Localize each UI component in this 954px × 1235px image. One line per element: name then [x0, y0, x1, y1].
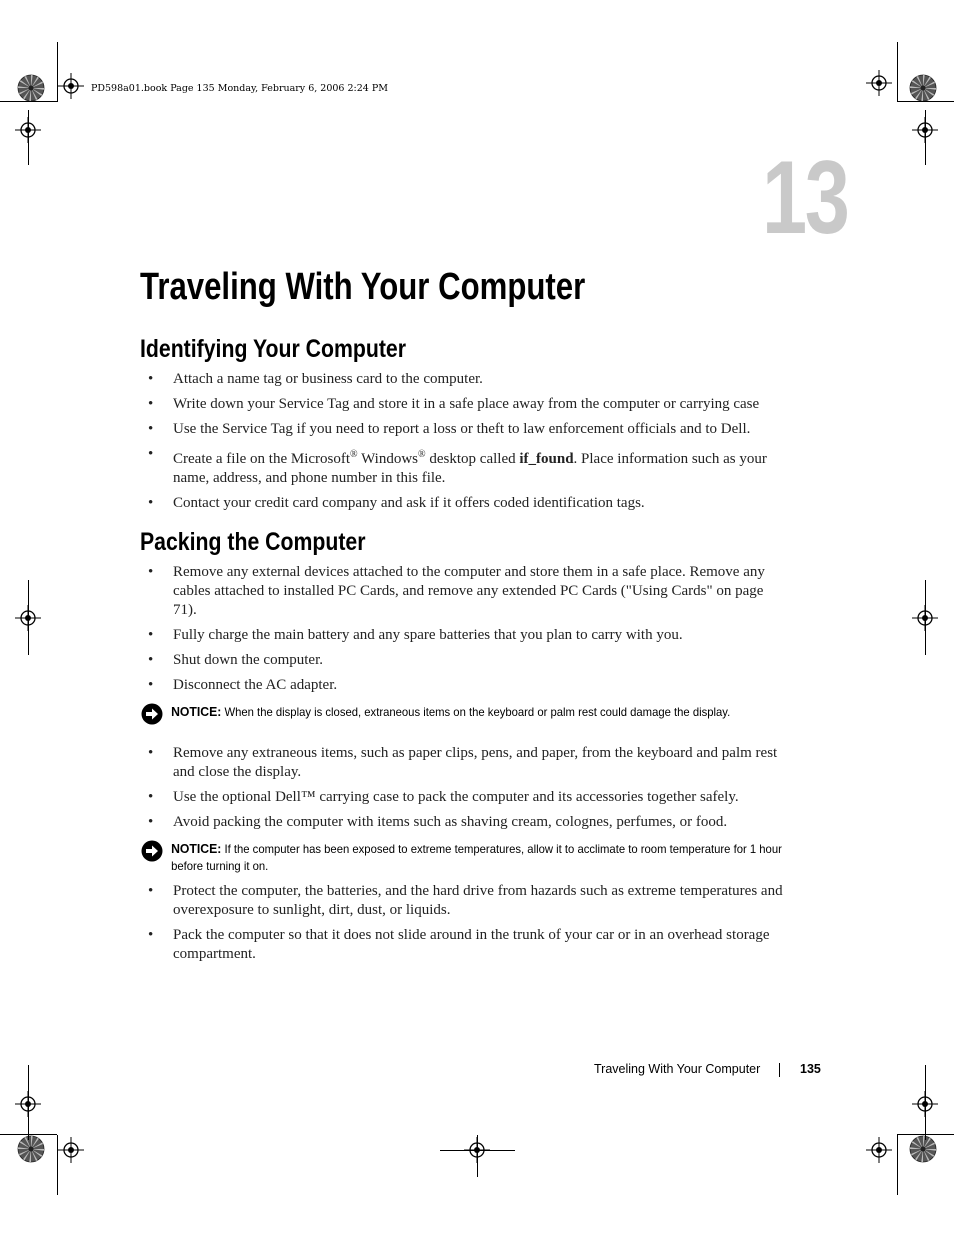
crop-line	[897, 42, 898, 102]
page-number: 135	[800, 1062, 821, 1076]
crop-line	[57, 1135, 58, 1195]
notice-display	[141, 703, 791, 721]
registration-mark-icon	[866, 1137, 892, 1163]
list-item: • Attach a name tag or business card to the computer.	[148, 370, 788, 389]
list-item: • Pack the computer so that it does not slide around in the trunk of your car or in an overhead storage compartment.	[148, 926, 788, 964]
list-item: • Fully charge the main battery and any spare batteries that you plan to carry with you.	[148, 626, 788, 645]
list-item	[148, 445, 788, 488]
color-target-icon	[17, 1135, 45, 1163]
footer-divider	[779, 1063, 780, 1077]
list-item: • Avoid packing the computer with items such as shaving cream, colognes, perfumes, or food.	[148, 813, 788, 832]
crop-line	[28, 110, 29, 165]
color-target-icon	[909, 1135, 937, 1163]
list-item: • Write down your Service Tag and store it in a safe place away from the computer or carrying case	[148, 395, 788, 414]
crop-line	[897, 101, 954, 102]
section-title-packing: Packing the Computer	[140, 528, 366, 556]
section-title-identifying: Identifying Your Computer	[140, 335, 407, 363]
list-item: • Use the optional Dell™ carrying case to pack the computer and its accessories together safely.	[148, 788, 788, 807]
chapter-number: 13	[762, 140, 848, 256]
list-item: • Protect the computer, the batteries, and the hard drive from hazards such as extreme temperatures and overexposure to sunlight, dirt, dust, or liquids.	[148, 882, 788, 920]
registration-mark-icon	[58, 73, 84, 99]
print-slug: PD598a01.book Page 135 Monday, February 6, 2006 2:24 PM	[91, 83, 388, 94]
packing-list-c	[148, 882, 788, 970]
crop-line	[925, 1065, 926, 1140]
crop-line	[897, 1135, 898, 1195]
chapter-title: Traveling With Your Computer	[140, 266, 586, 308]
list-item-text: desktop called	[425, 451, 520, 467]
registration-mark-icon	[866, 70, 892, 96]
list-item: • Remove any external devices attached to the computer and store them in a safe place. Remove any cables attached to installed PC Cards, and remove any extended PC Cards ("Using Cards" on page 71).	[148, 563, 788, 620]
packing-list-a	[148, 563, 788, 701]
list-item: • Shut down the computer.	[148, 651, 788, 670]
notice-label: NOTICE:	[171, 841, 222, 856]
notice-label: NOTICE:	[171, 704, 222, 719]
list-item: • Disconnect the AC adapter.	[148, 676, 788, 695]
registration-mark-icon	[58, 1137, 84, 1163]
color-target-icon	[909, 74, 937, 102]
footer-section-name: Traveling With Your Computer	[594, 1062, 761, 1076]
color-target-icon	[17, 74, 45, 102]
list-item: • Use the Service Tag if you need to report a loss or theft to law enforcement officials and to Dell.	[148, 420, 788, 439]
crop-line	[57, 42, 58, 102]
list-item: • Remove any extraneous items, such as paper clips, pens, and paper, from the keyboard and palm rest and close the display.	[148, 744, 788, 782]
notice-text: When the display is closed, extraneous items on the keyboard or palm rest could damage the display.	[221, 705, 731, 719]
identifying-list	[148, 370, 788, 519]
packing-list-b	[148, 744, 788, 838]
crop-line	[0, 101, 57, 102]
list-item-text: . Place information such as your name, address, and phone number in this file.	[173, 451, 767, 486]
list-item-text: Windows	[357, 451, 419, 467]
notice-text: If the computer has been exposed to extreme temperatures, allow it to acclimate to room temperature for 1 hour before turning it on.	[171, 842, 782, 873]
crop-line	[925, 110, 926, 165]
crop-line	[477, 1135, 478, 1177]
crop-line	[925, 580, 926, 655]
notice-temperature	[141, 840, 791, 875]
registered-mark: ®	[418, 449, 426, 460]
crop-line	[28, 580, 29, 655]
list-item-text: Create a file on the Microsoft	[173, 451, 351, 467]
registered-mark: ®	[350, 449, 358, 460]
list-item: • Contact your credit card company and ask if it offers coded identification tags.	[148, 494, 788, 513]
filename-if-found: if_found	[519, 451, 574, 467]
crop-line	[28, 1065, 29, 1140]
